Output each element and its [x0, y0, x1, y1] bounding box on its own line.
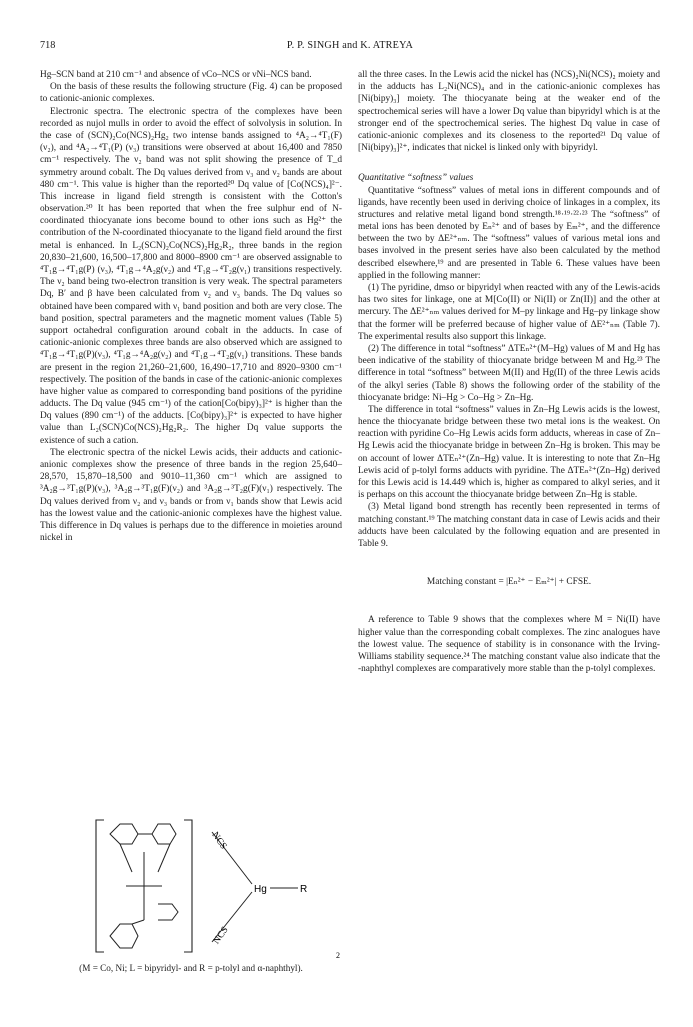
page-number: 718	[40, 40, 56, 51]
paragraph: Electronic spectra. The electronic spectra of the complexes have been recorded as nujol mulls in order to avoid the effect of solvolysis in solution. In the case of (SCN)₂Co(NCS)₂Hg₂ two intense bands assigned to ⁴A₂→⁴T₁(F) (ν₂), and ⁴A₂→⁴T₁(P) (ν₃) transitions were observed at about 16,400 and 7850 cm⁻¹ respectively. The ν₂ band was not split showing the presence of T_d symmetry around cobalt. The Dq values derived from ν₃ and ν₂ bands are about 480 cm⁻¹. This value is higher than the reported²⁰ Dq value of [Co(NCS)₄]²⁻. This increase in ligand field strength is consistent with the Cotton's observation.²⁰ It has been reported that when the free sulphur end of N-coordinated thiocyanate ions become bound to other ions such as Hg²⁺ the contribution of the N-coordinated thiocyanate to the ligand field around the first metal is enhanced. In L₂(SCN)₂Co(NCS)₂Hg₂R₂, three bands in the region 20,830–21,600, 16,500–17,800 and 8000–8900 cm⁻¹ are observed assignable to ⁴T₁g→⁴T₁g(P) (ν₃), ⁴T₁g→⁴A₂g(ν₂) and ⁴T₁g→⁴T₂g(ν₁) transitions respectively. The ν₂ band being two-electron transition is very weak. The spectral parameters Dq, B′ and β have been calculated from ν₂ and ν₃ bands. The Dq values so obtained have been compared with ν₁ band position and both are very close. The band position, spectral parameters and the magnetic moment values (Table 5) support octahedral configuration around cobalt in the adducts. In case of cationic-anionic complexes three bands are also observed which are assigned to ⁴T₁g→⁴T₁g(P)(ν₃), ⁴T₁g→⁴A₂g(ν₂) and ⁴T₁g→⁴T₂g(ν₁) transitions. These bands are present in the region 21,260–21,600, 16,490–17,710 and 8920–9300 cm⁻¹ respectively. The position of the bands in case of the cationic-anionic complexes have higher value as compared to corresponding band positions of the pyridine adducts. The Dq value (945 cm⁻¹) of the cation[Co(bipy)₃]²⁺ is higher than the Dq values (890 cm⁻¹) of the adducts. [Co(bipy)₃]²⁺ is expected to have higher value than L₂(SCN)Co(NCS)₂Hg₂R₂. The higher Dq value supports the existence of such a cation.	[40, 106, 342, 446]
paragraph: The difference in total “softness” values in Zn–Hg Lewis acids is the lowest, hence the thiocyanate bridge between these two metal ions is the weakest. On reaction with pyridine Co–Hg Lewis acids form adducts, whereas in case of Zn–Hg Lewis acid the thiocyanate bridge in between Zn–Hg is broken. This may be on account of lower ΔTEₙ²⁺(Zn–Hg) value. It is interesting to note that Zn–Hg Lewis acid of p-tolyl forms adducts with pyridine. The ΔTEₙ²⁺(Zn–Hg) derived for this Lewis acid is 14.449 which is, higher as compared to alkyl series, and it is perhaps on this account the thiocyanate bridge between Zn–Hg is stable.	[358, 404, 660, 501]
left-column	[40, 69, 342, 544]
section-heading: Quantitative “softness” values	[358, 173, 474, 184]
right-column	[358, 69, 660, 675]
figure-caption: (M = Co, Ni; L = bipyridyl- and R = p-tolyl and α-naphthyl).	[79, 963, 303, 973]
matching-constant-equation: Matching constant = |Eₙ²⁺ − Eₘ²⁺| + CFSE.	[426, 577, 592, 588]
paragraph: (3) Metal ligand bond strength has recently been represented in terms of matching constant.¹⁹ The matching constant data in case of Lewis acids and their adducts have been calculated by the following equation and are presented in Table 9.	[358, 502, 660, 549]
paragraph: Quantitative “softness” values of metal ions in different compounds and of ligands, have recently been used in deriving choice of linkages in a complex, its structures and relative metal ligand bond strength.¹⁸·¹⁹·²²·²³ The “softness” of metal ions has been denoted by Eₙ²⁺ and of bases by Eₘ²⁺, and the difference between the two by ΔE²⁺ₙₘ. The “softness” values of various metal ions and bases involved in the present series have also been calculated by the method described elsewhere,¹⁹ and are presented in Table 6. These values have been applied in the following manner:	[358, 185, 660, 281]
page-header	[40, 40, 660, 56]
paragraph: (2) The difference in total “softness” ΔTEₙ²⁺(M–Hg) values of M and Hg has been indicative of the stability of thiocyanate bridge between M and Hg.²³ The difference in total “softness” between M(II) and Hg(II) of the three Lewis acids of the alkyl series (Table 8) shows the following order of the stability of the thiocyanate bridge: Ni–Hg > Co–Hg > Zn–Hg.	[358, 343, 660, 403]
structure-figure	[92, 812, 342, 962]
paragraph: (1) The pyridine, dmso or bipyridyl when reacted with any of the Lewis-acids has two sites for linkage, one at M[Co(II) or Ni(II) or Zn(II)] and the other at mercury. The ΔE²⁺ₙₘ values derived for M–py linkage and Hg–py linkage show that the former will be preferred because of higher value of ΔE²⁺ₙₘ (Table 7). The experimental results also support this linkage.	[358, 283, 660, 342]
hg-label: Hg	[254, 884, 267, 895]
subscript-label: 2	[336, 951, 340, 960]
running-title: P. P. SINGH and K. ATREYA	[286, 40, 414, 51]
paragraph: On the basis of these results the following structure (Fig. 4) can be proposed to cationic-anionic complexes.	[40, 82, 342, 105]
r-label: R	[300, 884, 308, 895]
structure-diagram	[92, 812, 342, 962]
paragraph: The electronic spectra of the nickel Lewis acids, their adducts and cationic-anionic complexes show the presence of three bands in the region 25,640–28,570, 15,870–18,500 and 9010–11,360 cm⁻¹ which are assigned to ³A₂g→³T₁g(P)(ν₃), ³A₂g→³T₁g(F)(ν₂) and ³A₂g→³T₂g(F)(ν₁) respectively. The Dq values derived from ν₂ and ν₃ bands or from ν₁ bands show that Lewis acid has the lowest value and the cationic-anionic complexes have the highest value. This difference in Dq values is perhaps due to the difference in moieties around nickel in	[40, 447, 342, 544]
ncs-top-label: NCS	[209, 830, 229, 852]
paragraph: A reference to Table 9 shows that the complexes where M = Ni(II) have higher value than the corresponding cobalt complexes. The zinc analogues have the lowest value. The sequence of stability is in consonance with the Irving-Williams stability sequence.²⁴ The matching constant value also indicate that the -naphthyl complexes are comparatively more stable than the p-tolyl complexes.	[358, 615, 660, 675]
ncs-bottom-label: NCS	[211, 925, 231, 947]
paragraph: Hg–SCN band at 210 cm⁻¹ and absence of νCo–NCS or νNi–NCS band.	[40, 70, 312, 80]
paragraph: all the three cases. In the Lewis acid the nickel has (NCS)₂Ni(NCS)₂ moiety and in the adducts has L₂Ni(NCS)₄ and in the cationic-anionic complexes has [Ni(bipy)₃] moiety. The thiocyanate being at the weaker end of the spectrochemical series will have a lower Dq value than bipyridyl which is at the stronger end of the spectrochemical series. The highest Dq value in case of cationic-anionic complexes and its closeness to the reported²¹ Dq value of [Ni(bipy)₃]²⁺, indicates that nickel is linked only with bipyridyl.	[358, 70, 660, 154]
